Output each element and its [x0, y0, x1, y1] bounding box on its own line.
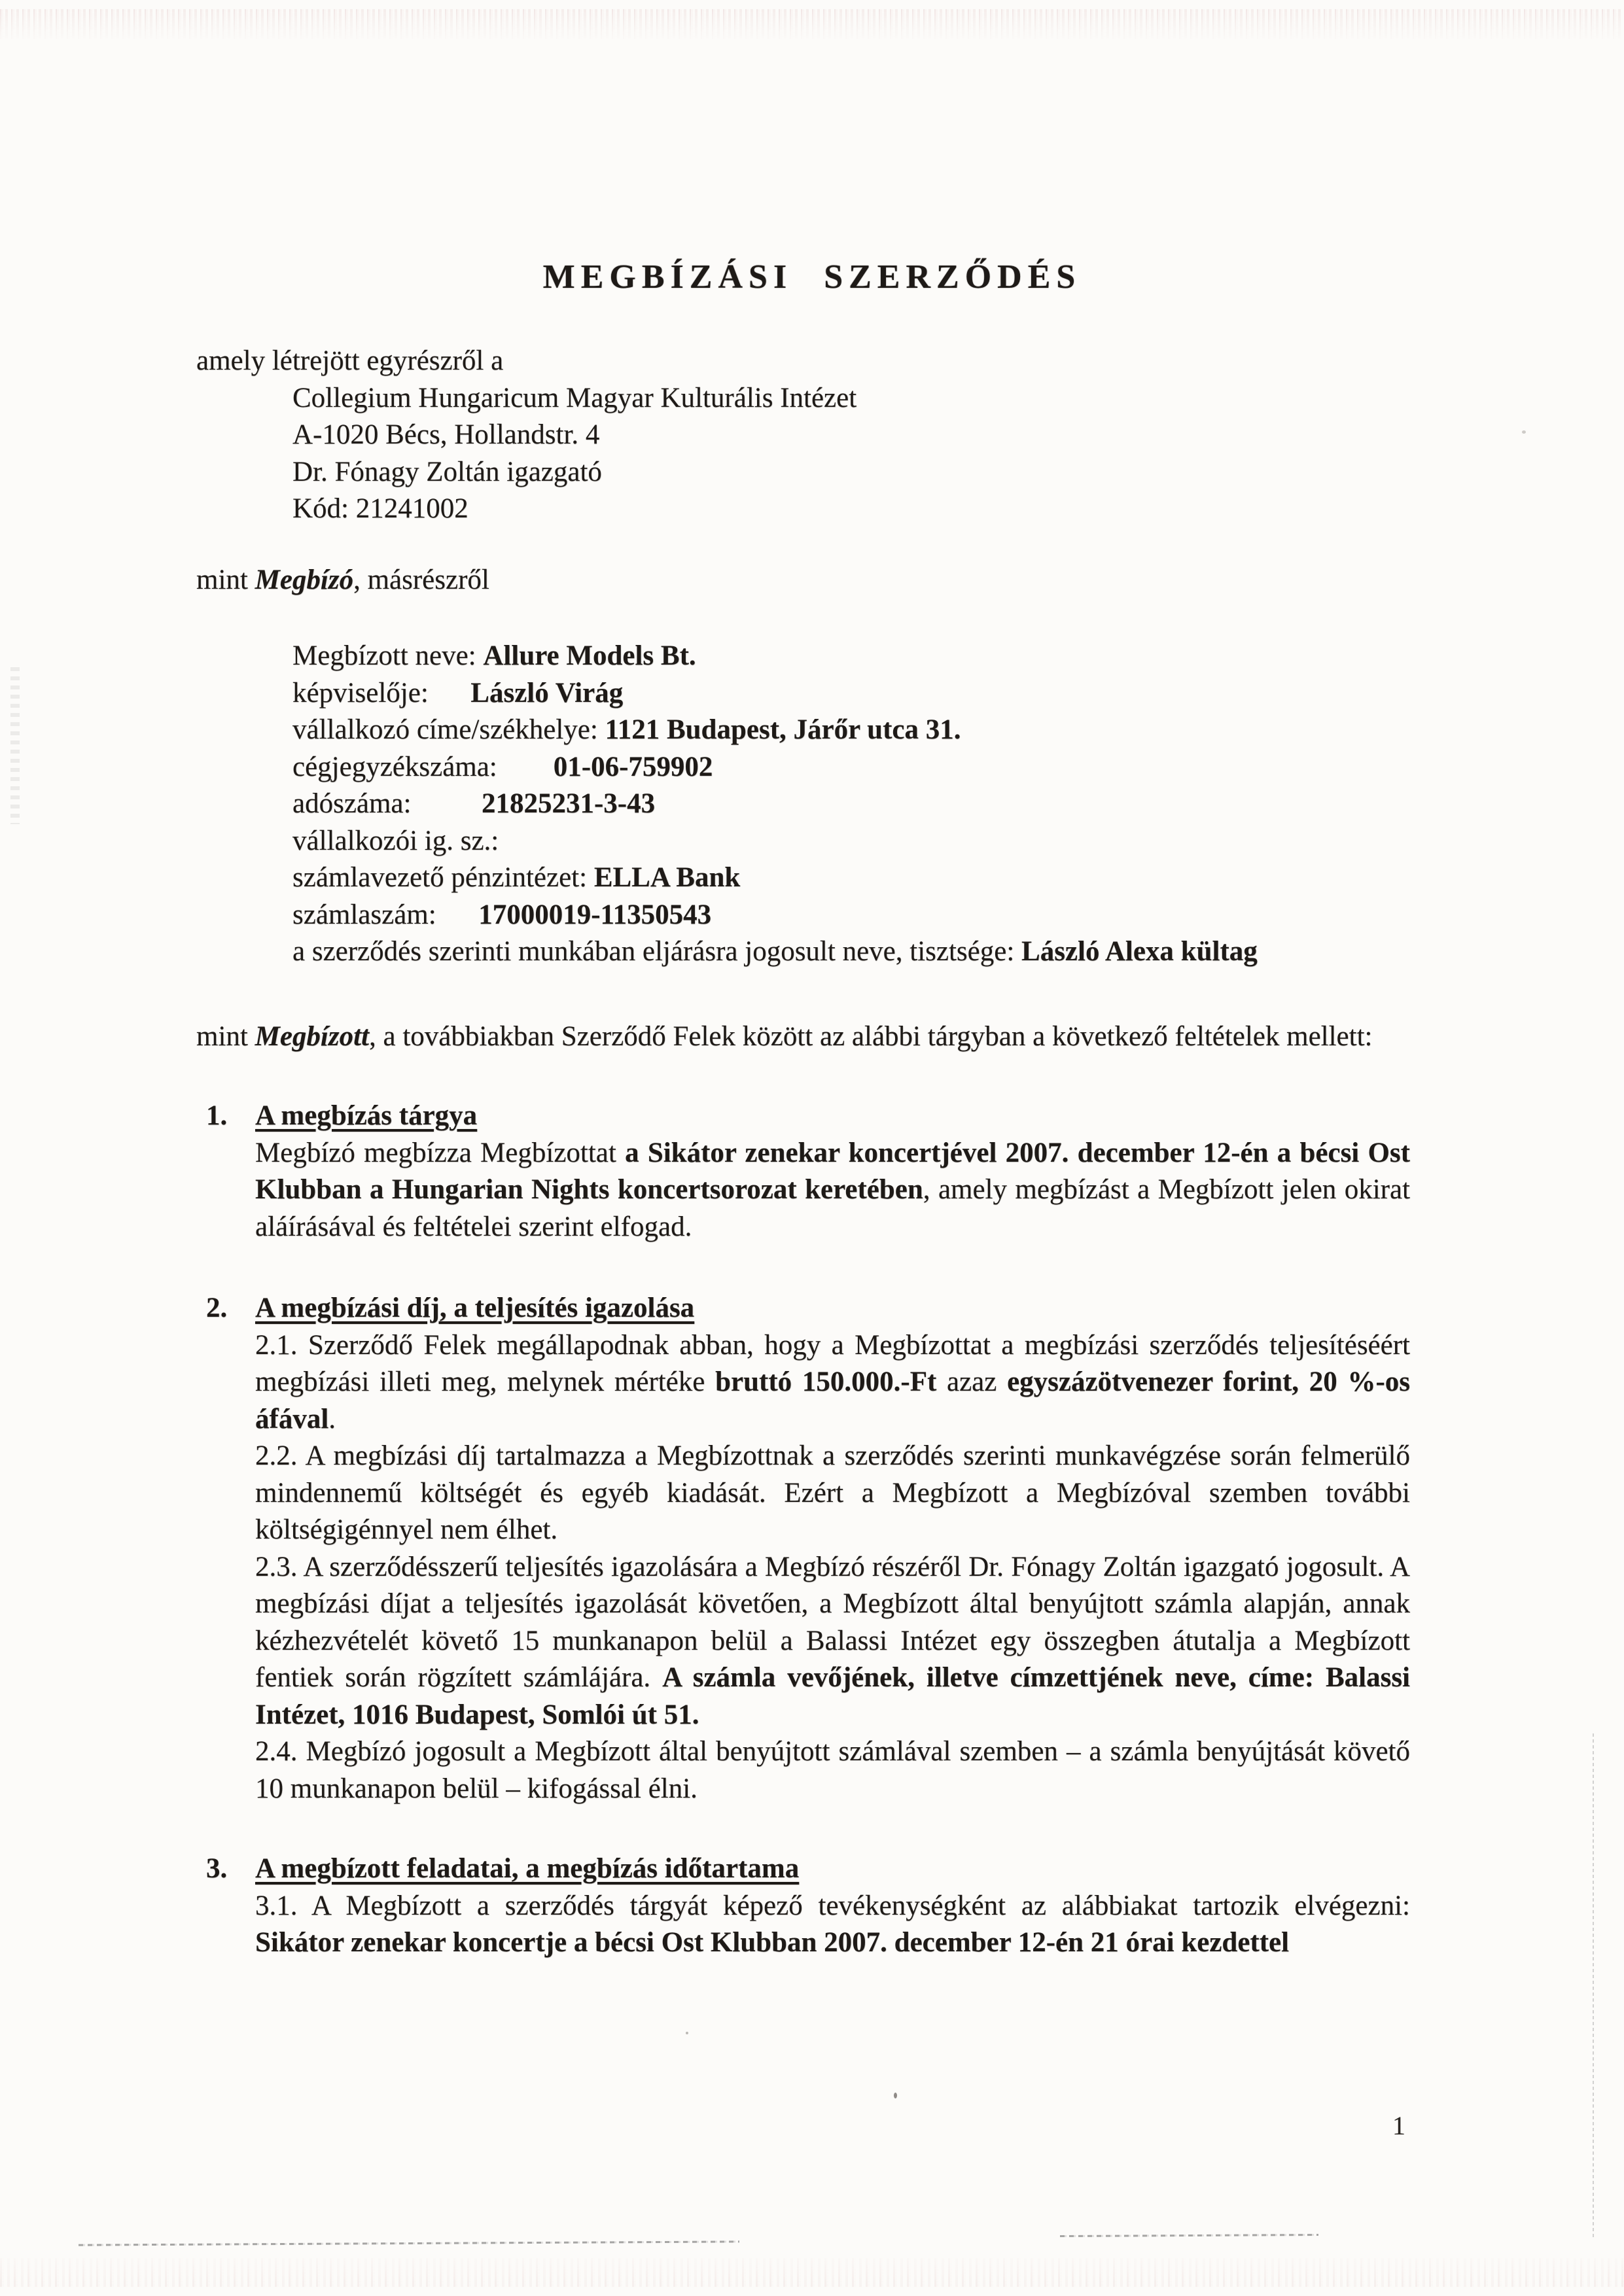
text-run: azaz [936, 1366, 1008, 1397]
text-run: A megbízás tárgya [255, 1100, 478, 1131]
text-run: Dr. Fónagy Zoltán igazgató [292, 456, 602, 487]
text-run: 21825231-3-43 [481, 788, 656, 819]
text-run: , másrészről [353, 564, 489, 595]
text-run: Allure Models Bt. [483, 640, 696, 671]
scan-artifact-dashed-line [79, 2240, 739, 2246]
text-run: Collegium Hungaricum Magyar Kulturális Intézet [292, 382, 857, 413]
section-1-heading [206, 1098, 1410, 1135]
text-run: vállalkozó címe/székhelye: [292, 714, 605, 745]
text-run: , a továbbiakban Szerződő Felek között az alábbi tárgyban a következő feltételek mellett: [369, 1020, 1373, 1052]
text-run: 2.2. A megbízási díj tartalmazza a Megbízottnak a szerződés szerinti munkavégzése során felmerülő mindennemű költségét és egyéb kiadását. Ezért a Megbízott a Megbízóval szemben további költségigénnyel nem élhet. [255, 1440, 1410, 1545]
text-run: A számla vevőjének, illetve címzettjének neve, címe: Balassi Intézet, 1016 Budapest, Somlói út 51. [255, 1662, 1410, 1730]
scan-speck [1522, 430, 1526, 434]
text-run: vállalkozói ig. sz.: [292, 825, 499, 856]
text-run: László Alexa kültag [1021, 936, 1258, 967]
scan-artifact-vertical-line [1593, 1733, 1594, 2237]
text-run: Megbízó megbízza Megbízottat [255, 1137, 626, 1168]
text-run: Megbízott [255, 1020, 369, 1052]
principal-code [292, 491, 1428, 528]
intro-line [196, 343, 1410, 380]
principal-director [292, 454, 1428, 491]
scan-noise-left-margin [10, 667, 20, 824]
section-number: 2. [206, 1293, 228, 1323]
text-run: 2.1. Szerződő Felek megállapodnak abban, hogy a Megbízottat a megbízási szerződés teljesítéséért megbízási illeti meg, melynek mértéke [255, 1329, 1410, 1397]
text-run: Megbízott neve: [292, 640, 484, 671]
text-run: 2.4. Megbízó jogosult a Megbízott által benyújtott számlával szemben – a számla benyújtását követő 10 munkanapon belül – kifogással élni. [255, 1736, 1410, 1804]
section-number: 3. [206, 1853, 228, 1884]
agent-role [196, 1018, 1410, 1056]
page-number: 1 [1392, 2111, 1405, 2140]
text-run: 1121 Budapest, Járőr utca 31. [605, 714, 961, 745]
document-body [0, 298, 1624, 1962]
text-run: 01-06-759902 [553, 751, 713, 782]
scan-speck [686, 2032, 688, 2034]
section-2-2 [255, 1438, 1410, 1549]
section-3-heading [206, 1851, 1410, 1888]
principal-address [292, 417, 1428, 454]
text-run: ELLA Bank [593, 862, 741, 893]
document-title: MEGBÍZÁSI SZERZŐDÉS [542, 258, 1082, 296]
text-run: 3.1. A Megbízott a szerződés tárgyát képező tevékenységként az alábbiakat tartozik elvégezni: [255, 1890, 1410, 1921]
text-run: , amely megbízást a Megbízott jelen okirat aláírásával és feltételei szerint elfogad. [255, 1174, 1411, 1242]
text-run: A-1020 Bécs, Hollandstr. 4 [292, 419, 600, 450]
text-run: 2.3. A szerződésszerű teljesítés igazolására a Megbízó részéről Dr. Fónagy Zoltán igazgató jogosult. A megbízási díjat a teljesítés igazolását követően, a Megbízott által benyújtott számla alapján, annak kézhezvételét követő 15 munkanapon belül a Balassi Intézet egy összegben átutalja a Megbízott fentiek során rögzített számlájára. [255, 1551, 1410, 1693]
section-1-body [255, 1135, 1410, 1246]
text-run: amely létrejött egyrészről a [196, 345, 504, 376]
text-run: Sikátor zenekar koncertje a bécsi Ost Klubban 2007. december 12-én 21 órai kezdettel [255, 1927, 1290, 1958]
scan-noise-bottom [0, 2258, 1624, 2287]
section-2-3 [255, 1549, 1410, 1734]
text-run: számlaszám: [292, 899, 479, 930]
section-2-1 [255, 1327, 1410, 1438]
section-number: 1. [206, 1100, 228, 1131]
text-run: Megbízó [255, 564, 354, 595]
text-run: képviselője: [292, 677, 471, 708]
text-run: mint [196, 1020, 255, 1052]
text-run: 17000019-11350543 [478, 899, 712, 930]
text-run: egyszázötvenezer forint, 20 %-os áfával [255, 1366, 1411, 1435]
agent-company-reg-no [292, 749, 1428, 786]
text-run: . [328, 1403, 336, 1435]
agent-tax-no [292, 786, 1428, 823]
text-run: számlavezető pénzintézet: [292, 862, 594, 893]
scan-artifact-dashed-line [1060, 2234, 1318, 2237]
agent-contact [292, 933, 1428, 971]
agent-representative [292, 675, 1428, 712]
section-2-4 [255, 1733, 1410, 1807]
agent-address [292, 712, 1428, 749]
text-run: cégjegyzékszáma: [292, 751, 554, 782]
principal-name [292, 380, 1428, 417]
text-run: adószáma: [292, 788, 482, 819]
principal-role [196, 562, 1410, 599]
text-run: bruttó 150.000.-Ft [715, 1366, 937, 1397]
agent-bank [292, 860, 1428, 897]
agent-account-no [292, 897, 1428, 934]
text-run: A megbízott feladatai, a megbízás időtartama [255, 1853, 800, 1884]
text-run: Kód: 21241002 [292, 493, 468, 524]
section-2-heading [206, 1290, 1410, 1327]
text-run: a szerződés szerinti munkában eljárásra jogosult neve, tisztsége: [292, 936, 1022, 967]
agent-name [292, 638, 1428, 675]
text-run: mint [196, 564, 255, 595]
text-run: László Virág [470, 677, 624, 708]
text-run: A megbízási díj, a teljesítés igazolása [255, 1293, 695, 1323]
scan-noise-top [0, 9, 1624, 39]
agent-entrepreneur-id [292, 823, 1428, 860]
text-run: a Sikátor zenekar koncertjével 2007. december 12-én a bécsi Ost Klubban a Hungarian Nights koncertsorozat keretében [255, 1137, 1410, 1205]
scan-speck [894, 2093, 897, 2098]
section-3-1 [255, 1888, 1410, 1962]
